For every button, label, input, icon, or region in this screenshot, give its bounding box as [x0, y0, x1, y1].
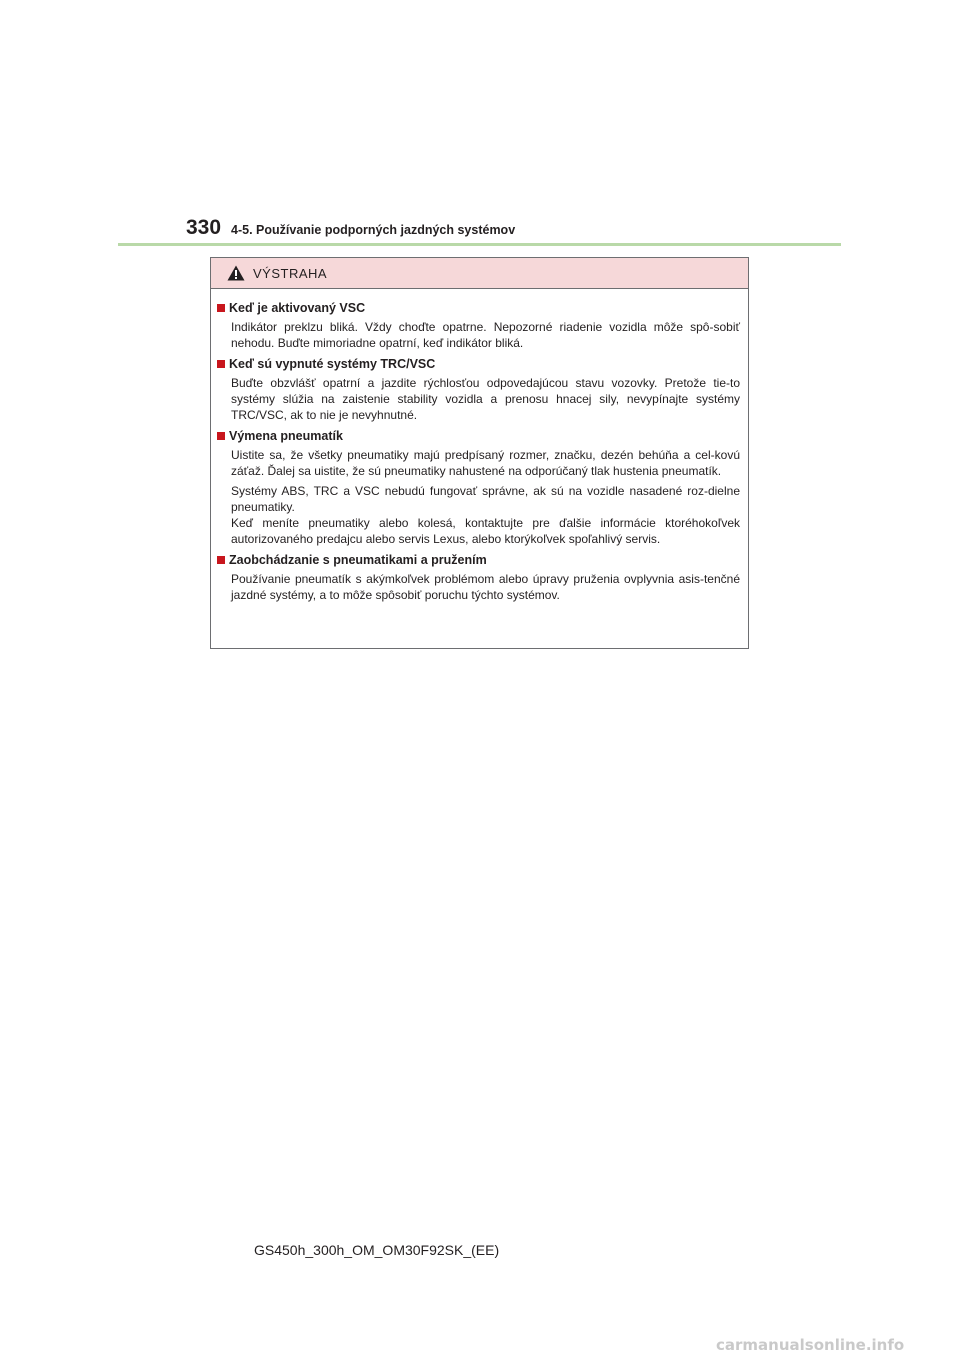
bullet-square-icon [217, 304, 225, 312]
header-rule [118, 243, 841, 246]
warning-header [211, 258, 748, 289]
item-paragraph: Systémy ABS, TRC a VSC nebudú fungovať správne, ak sú na vozidle nasadené roz-dielne pneumatiky. [231, 484, 740, 514]
warning-triangle-icon [227, 265, 245, 281]
item-paragraph: Uistite sa, že všetky pneumatiky majú predpísaný rozmer, značku, dezén behúňa a cel-kovú záťaž. Ďalej sa uistite, že sú pneumatiky nahustené na odporúčaný tlak hustenia pneumatík. [231, 448, 740, 478]
watermark: carmanualsonline.info [716, 1336, 905, 1354]
page-header [186, 216, 515, 244]
warning-item-tires-suspension [217, 551, 740, 603]
item-paragraph: Buďte obzvlášť opatrní a jazdite rýchlosťou odpovedajúcou stavu vozovky. Pretože tie-to systémy slúžia na zaistenie stability vozidla a prenosu hnacej sily, nevypínajte systémy TRC/VSC, ak to nie je nevyhnutné. [231, 376, 740, 422]
warning-item-tire-replacement [217, 427, 740, 547]
item-paragraph: Keď meníte pneumatiky alebo kolesá, kontaktujte pre ďalšie informácie ktoréhokoľvek autorizovaného predajcu alebo servis Lexus, alebo ktorýkoľvek spoľahlivý servis. [231, 516, 740, 546]
bullet-square-icon [217, 432, 225, 440]
footer-manual-code: GS450h_300h_OM_OM30F92SK_(EE) [254, 1242, 500, 1258]
warning-box [210, 257, 749, 649]
bullet-square-icon [217, 360, 225, 368]
item-title: Výmena pneumatík [229, 429, 343, 443]
warning-title: VÝSTRAHA [253, 265, 328, 281]
item-paragraph: Indikátor preklzu bliká. Vždy choďte opatrne. Nepozorné riadenie vozidla môže spô-sobiť nehodu. Buďte mimoriadne opatrní, keď indikátor bliká. [231, 320, 740, 350]
warning-item-trc-vsc-off [217, 355, 740, 423]
item-title: Keď je aktivovaný VSC [229, 301, 366, 315]
section-title: 4-5. Používanie podporných jazdných systémov [231, 223, 516, 237]
warning-body [211, 289, 748, 603]
item-paragraph: Používanie pneumatík s akýmkoľvek problémom alebo úpravy pruženia ovplyvnia asis-tenčné jazdné systémy, a to môže spôsobiť poruchu týchto systémov. [231, 572, 740, 602]
bullet-square-icon [217, 556, 225, 564]
page-number: 330 [186, 216, 222, 239]
item-title: Zaobchádzanie s pneumatikami a pružením [229, 553, 487, 567]
warning-item-vsc-active [217, 299, 740, 351]
item-title: Keď sú vypnuté systémy TRC/VSC [229, 357, 436, 371]
